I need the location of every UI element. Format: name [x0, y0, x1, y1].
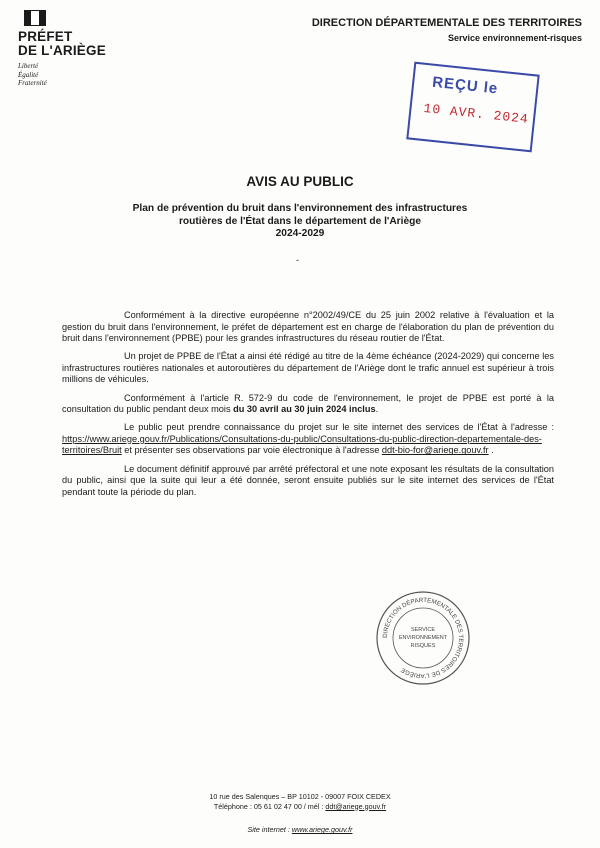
received-label: REÇU le — [431, 73, 500, 98]
stamp-center-line: SERVICE — [410, 627, 436, 633]
prefecture-logo — [18, 10, 138, 88]
stamp-center-line: RISQUES — [410, 643, 436, 649]
consultation-dates: du 30 avril au 30 juin 2024 inclus — [233, 404, 376, 415]
footer-address: 10 rue des Salenques – BP 10102 - 09007 FOIX CEDEX — [209, 792, 391, 801]
marianne-flag-icon — [24, 10, 46, 26]
footer-site-link[interactable]: www.ariege.gouv.fr — [291, 825, 353, 834]
notice-body — [62, 310, 554, 505]
service-name: Service environnement-risques — [447, 33, 582, 43]
stamp-ring-text: DIRECTION DÉPARTEMENTALE DES TERRITOIRES DE L'ARIÈGE — [381, 596, 465, 680]
received-stamp — [406, 62, 539, 153]
footer-contact: Téléphone : 05 61 02 47 00 / mél : ddt@ariege.gouv.fr — [213, 801, 387, 811]
consultation-link[interactable]: https://www.ariege.gouv.fr/Publications/Consultations-du-public/Consultations-du-public-direction-departementale-des-territoires/Bruit — [62, 433, 542, 456]
logo-title: PRÉFET DE L'ARIÈGE — [18, 29, 106, 58]
header-department — [312, 16, 582, 45]
footer-email-link[interactable]: ddt@ariege.gouv.fr — [325, 801, 387, 811]
page-title: AVIS AU PUBLIC — [246, 174, 354, 189]
observations-email-link[interactable]: ddt-bio-for@ariege.gouv.fr — [381, 445, 489, 456]
paragraph-consultation: Conformément à l'article R. 572-9 du code de l'environnement, le projet de PPBE est porté à la consultation du public pendant deux mois du 30 avril au 30 juin 2024 inclus. — [62, 392, 554, 415]
paragraph-access: Le public peut prendre connaissance du projet sur le site internet des services de l'État à l'adresse : https://www.ariege.gouv.fr/Publications/Consultations-du-public/Consultations-du-public-direction-departementale-des-territoires/Bruit et présenter ses observations par voie électronique à l'adresse ddt-bio-for@ariege.gouv.fr . — [62, 422, 554, 456]
paragraph-project: Un projet de PPBE de l'État a ainsi été rédigé au titre de la 4ème échéance (2024-2029) qui concerne les infrastructures routières nationales et autoroutières du département de l'Ariège dont le trafic annuel est supérieur à trois millions de véhicules. — [62, 351, 554, 385]
stamp-center-line: ENVIRONNEMENT — [398, 635, 448, 641]
page-subtitle: Plan de prévention du bruit dans l'environnement des infrastructures routières de l'État dans le département de l'Ariège 2024-2029 — [132, 203, 468, 239]
received-date: 10 AVR. 2024 — [422, 100, 530, 127]
paragraph-final: Le document définitif approuvé par arrêté préfectoral et une note exposant les résultats de la consultation du public, ainsi que la suite qui leur a été donnée, seront ensuite publiés sur le site internet des services de l'État pendant toute la période du plan. — [62, 463, 554, 497]
footer — [0, 792, 600, 835]
separator-dash: - — [296, 255, 299, 265]
devise: Liberté Égalité Fraternité — [18, 62, 47, 87]
direction-name: DIRECTION DÉPARTEMENTALE DES TERRITOIRES — [311, 17, 582, 29]
footer-site: Site internet : www.ariege.gouv.fr — [247, 825, 353, 834]
paragraph-directive: Conformément à la directive européenne n°2002/49/CE du 25 juin 2002 relative à l'évaluation et la gestion du bruit dans l'environnement, le préfet de département est en charge de l'élaboration du plan de prévention du bruit dans l'environnement (PPBE) pour les grandes infrastructures du réseau routier de l'État. — [62, 310, 554, 344]
service-round-stamp — [375, 590, 471, 686]
